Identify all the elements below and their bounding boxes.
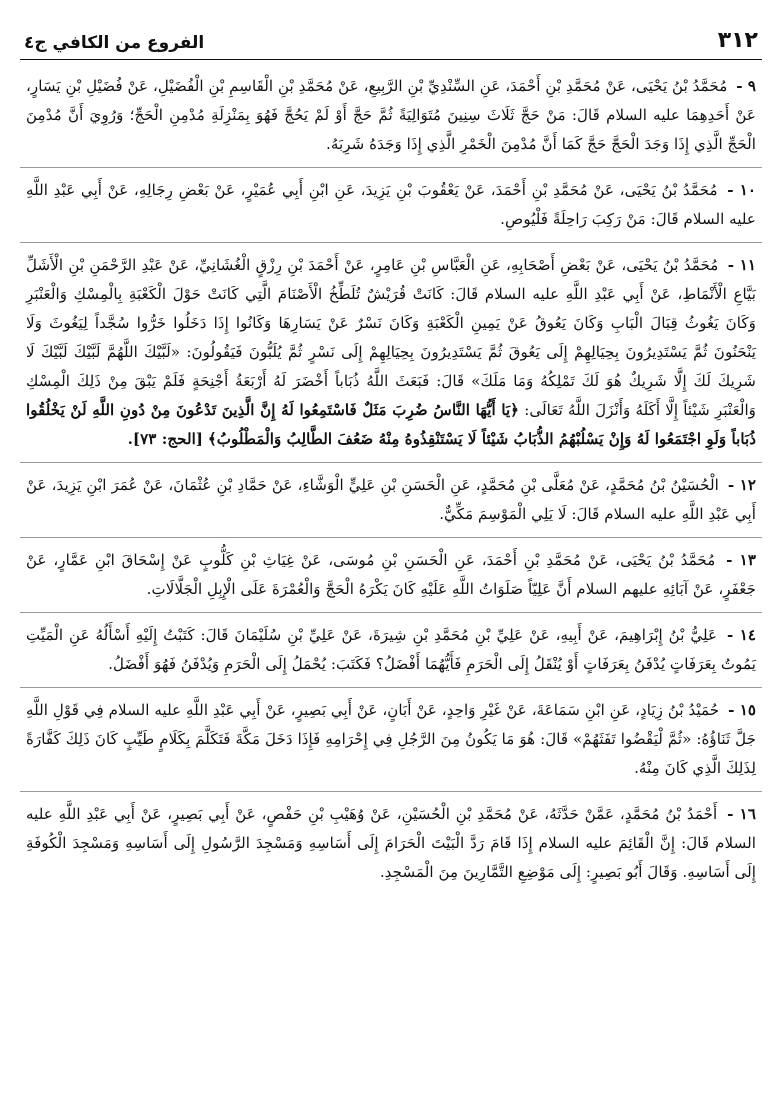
running-title: الفروع من الكافي ج٤ [24, 33, 205, 53]
hadith-11 [20, 247, 762, 463]
hadith-paragraph [26, 621, 756, 679]
hadith-13 [20, 542, 762, 613]
hadith-text: أَحْمَدُ بْنُ مُحَمَّدٍ، عَمَّنْ حَدَّثَهُ، عَنْ مُحَمَّدِ بْنِ الْحُسَيْنِ، عَنْ وُهَيْبِ بْنِ حَفْصٍ، عَنْ أَبِي بَصِيرٍ، عَنْ أَبِي عَبْدِ اللَّهِ عليه السلام قَالَ: إِنَّ الْقَائِمَ عليه السلام إِذَا قَامَ رَدَّ الْبَيْتَ الْحَرَامَ إِلَى أَسَاسِهِ وَمَسْجِدَ الرَّسُولِ إِلَى أَسَاسِهِ وَمَسْجِدَ الْكُوفَةِ إِلَى أَسَاسِهِ. وَقَالَ أَبُو بَصِيرٍ: إِلَى مَوْضِعِ التَّمَّارِينَ مِنَ الْمَسْجِدِ. [26, 805, 756, 881]
page-number: ٣١٢ [717, 28, 758, 53]
hadith-paragraph [26, 471, 756, 529]
hadith-list [20, 60, 762, 895]
hadith-paragraph [26, 251, 756, 454]
hadith-paragraph [26, 176, 756, 234]
hadith-text: مُحَمَّدُ بْنُ يَحْيَى، عَنْ بَعْضِ أَصْحَابِهِ، عَنِ الْعَبَّاسِ بْنِ عَامِرٍ، عَنْ أَحْمَدَ بْنِ رِزْقٍ الْغُشَانِيِّ، عَنْ عَبْدِ الرَّحْمَنِ بْنِ الْأَشَلِّ بَيَّاعِ الْأَنْمَاطِ، عَنْ أَبِي عَبْدِ اللَّهِ عليه السلام قَالَ: كَانَتْ قُرَيْشٌ تُلَطِّخُ الْأَصْنَامَ الَّتِي كَانَتْ حَوْلَ الْكَعْبَةِ بِالْمِسْكِ وَالْعَنْبَرِ وَكَانَ يَغُوثُ قِبَالَ الْبَابِ وَكَانَ يَعُوقُ عَنْ يَمِينِ الْكَعْبَةِ وَكَانَ نَسْرٌ عَنْ يَسَارِهَا وَكَانُوا إِذَا دَخَلُوا خَرُّوا سُجَّداً لِيَغُوثَ وَلَا يَنْحَنُونَ ثُمَّ يَسْتَدِيرُونَ بِحِيَالِهِمْ إِلَى يَعُوقَ ثُمَّ يَسْتَدِيرُونَ بِحِيَالِهِمْ إِلَى نَسْرٍ ثُمَّ يُلَبُّونَ فَيَقُولُونَ: «لَبَّيْكَ اللَّهُمَّ لَبَّيْكَ لَبَّيْكَ لَا شَرِيكَ لَكَ إِلَّا شَرِيكٌ هُوَ لَكَ تَمْلِكُهُ وَمَا مَلَكَ» قَالَ: فَبَعَثَ اللَّهُ ذُبَاباً أَخْضَرَ لَهُ أَرْبَعَةُ أَجْنِحَةٍ فَلَمْ يَبْقَ مِنْ ذَلِكَ الْمِسْكِ وَالْعَنْبَرِ شَيْئاً إِلَّا أَكَلَهُ وَأَنْزَلَ اللَّهُ تَعَالَى: [26, 256, 756, 419]
verse-reference: [الحج: ٧٣]. [127, 430, 203, 448]
hadith-text: الْحُسَيْنُ بْنُ مُحَمَّدٍ، عَنْ مُعَلَّى بْنِ مُحَمَّدٍ، عَنِ الْحَسَنِ بْنِ عَلِيٍّ الْوَشَّاءِ، عَنْ حَمَّادِ بْنِ عُثْمَانَ، عَنْ عُمَرَ ابْنِ يَزِيدَ، عَنْ أَبِي عَبْدِ اللَّهِ عليه السلام قَالَ: لَا يَلِي الْمَوْسِمَ مَكِّيٌّ. [26, 476, 756, 523]
page-header [20, 14, 762, 60]
hadith-number: ١٠ - [727, 181, 757, 199]
hadith-14 [20, 617, 762, 688]
hadith-text: حُمَيْدُ بْنُ زِيَادٍ، عَنِ ابْنِ سَمَاعَةَ، عَنْ غَيْرِ وَاحِدٍ، عَنْ أَبَانٍ، عَنْ أَبِي بَصِيرٍ، عَنْ أَبِي عَبْدِ اللَّهِ عليه السلام فِي قَوْلِ اللَّهِ جَلَّ ثَنَاؤُهُ: «ثُمَّ لْيَقْضُوا تَفَثَهُمْ» قَالَ: هُوَ مَا يَكُونُ مِنَ الرَّجُلِ فِي إِحْرَامِهِ فَإِذَا دَخَلَ مَكَّةَ فَتَكَلَّمَ بِكَلَامٍ طَيِّبٍ كَانَ ذَلِكَ كَفَّارَةً لِذَلِكَ الَّذِي كَانَ مِنْهُ. [26, 701, 756, 777]
hadith-text: عَلِيُّ بْنُ إِبْرَاهِيمَ، عَنْ أَبِيهِ، عَنْ عَلِيِّ بْنِ مُحَمَّدِ بْنِ شِيرَةَ، عَنْ عَلِيِّ بْنِ سُلَيْمَانَ قَالَ: كَتَبْتُ إِلَيْهِ أَسْأَلُهُ عَنِ الْمَيِّتِ يَمُوتُ بِعَرَفَاتٍ يُدْفَنُ بِعَرَفَاتٍ أَوْ يُنْقَلُ إِلَى الْحَرَمِ فَأَيُّهُمَا أَفْضَلُ؟ فَكَتَبَ: يُحْمَلُ إِلَى الْحَرَمِ وَيُدْفَنُ فَهُوَ أَفْضَلُ. [26, 626, 756, 673]
hadith-text: مُحَمَّدُ بْنُ يَحْيَى، عَنْ مُحَمَّدِ بْنِ أَحْمَدَ، عَنِ السِّنْدِيِّ بْنِ الرَّبِيعِ، عَنْ مُحَمَّدِ بْنِ الْقَاسِمِ بْنِ الْفُضَيْلِ، عَنْ فُضَيْلِ بْنِ يَسَارٍ، عَنْ أَحَدِهِمَا عليه السلام قَالَ: مَنْ حَجَّ ثَلَاثَ سِنِينَ مُتَوَالِيَةً ثُمَّ حَجَّ أَوْ لَمْ يَحُجَّ فَهُوَ بِمَنْزِلَةِ مُدْمِنِ الْحَجِّ؛ وَرُوِيَ أَنَّ مُدْمِنَ الْحَجِّ الَّذِي إِذَا وَجَدَ الْحَجَّ حَجَّ كَمَا أَنَّ مُدْمِنَ الْخَمْرِ الَّذِي إِذَا وَجَدَهُ شَرِبَهُ. [26, 77, 756, 153]
hadith-number: ١٢ - [727, 476, 757, 494]
hadith-10 [20, 172, 762, 243]
hadith-number: ١١ - [727, 256, 757, 274]
hadith-16 [20, 796, 762, 895]
hadith-paragraph [26, 800, 756, 887]
hadith-paragraph [26, 72, 756, 159]
hadith-15 [20, 692, 762, 792]
hadith-paragraph [26, 546, 756, 604]
hadith-text: مُحَمَّدُ بْنُ يَحْيَى، عَنْ مُحَمَّدِ بْنِ أَحْمَدَ، عَنِ الْحَسَنِ بْنِ مُوسَى، عَنْ غِيَاثِ بْنِ كَلُّوبٍ عَنْ إِسْحَاقَ ابْنِ عَمَّارٍ، عَنْ جَعْفَرٍ، عَنْ آبَائِهِ عليهم السلام أَنَّ عَلِيّاً صَلَوَاتُ اللَّهِ عَلَيْهِ كَانَ يَكْرَهُ الْحَجَّ وَالْعُمْرَةَ عَلَى الْإِبِلِ الْجَلَّالَاتِ. [26, 551, 756, 598]
hadith-paragraph [26, 696, 756, 783]
hadith-12 [20, 467, 762, 538]
hadith-number: ٩ - [736, 77, 757, 95]
hadith-9 [20, 68, 762, 168]
book-page [20, 14, 762, 1104]
hadith-number: ١٣ - [726, 551, 756, 569]
hadith-number: ١٤ - [727, 626, 757, 644]
hadith-text: مُحَمَّدُ بْنُ يَحْيَى، عَنْ مُحَمَّدِ بْنِ أَحْمَدَ، عَنْ يَعْقُوبَ بْنِ يَزِيدَ، عَنِ ابْنِ أَبِي عُمَيْرٍ، عَنْ بَعْضِ رِجَالِهِ، عَنْ أَبِي عَبْدِ اللَّهِ عليه السلام قَالَ: مَنْ رَكِبَ رَاحِلَةً فَلْيُوصِ. [26, 181, 756, 228]
quran-verse: ﴿يَا أَيُّهَا النَّاسُ ضُرِبَ مَثَلٌ فَاسْتَمِعُوا لَهُ إِنَّ الَّذِينَ تَدْعُونَ مِنْ دُونِ اللَّهِ لَنْ يَخْلُقُوا ذُبَاباً وَلَوِ اجْتَمَعُوا لَهُ وَإِنْ يَسْلُبْهُمُ الذُّبَابُ شَيْئاً لَا يَسْتَنْقِذُوهُ مِنْهُ ضَعُفَ الطَّالِبُ وَالْمَطْلُوبُ﴾ [26, 401, 756, 448]
hadith-number: ١٦ - [727, 805, 756, 823]
hadith-number: ١٥ - [728, 701, 757, 719]
